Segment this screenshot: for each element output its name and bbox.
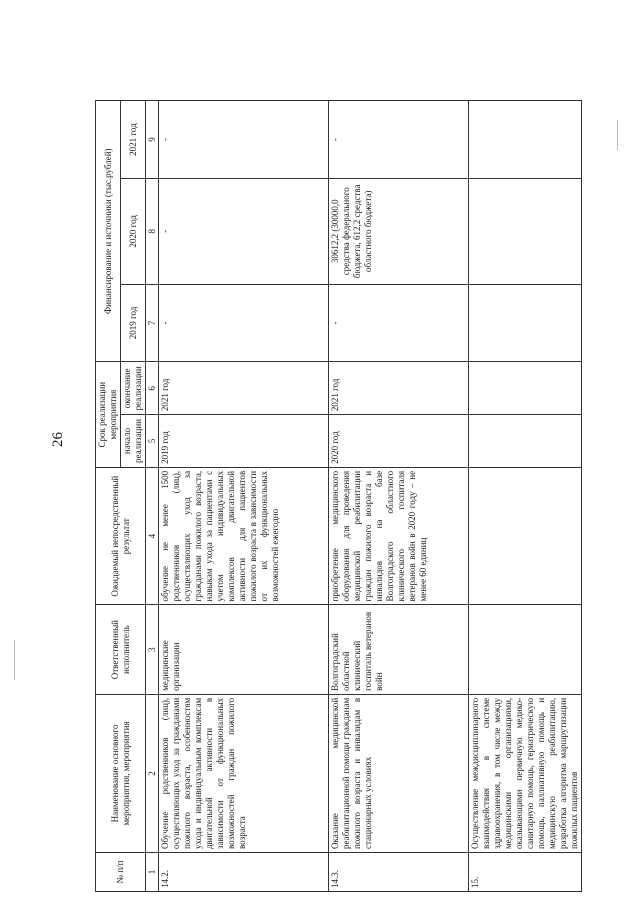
table-row (159, 101, 329, 892)
row-end: 2021 год (159, 362, 329, 415)
header-period-end: окончание реализации (121, 362, 146, 415)
header-result: Ожидаемый непосредственный результат (96, 467, 146, 605)
activities-table (95, 100, 582, 892)
row-end (469, 362, 582, 415)
row-start: 2019 год (159, 415, 329, 468)
column-number: 1 (146, 853, 159, 892)
column-number: 3 (146, 605, 159, 694)
row-num: 15. (469, 853, 582, 892)
column-number: 4 (146, 467, 159, 605)
column-number: 6 (146, 362, 159, 415)
row-name: Осуществление междисциплинарного взаимодействия в системе здравоохранения, в том числе между медицинскими организациями, оказывающими первичную медико-санитарную помощь, гериатрическую помощь, паллиативную помощь и медицинскую реабилитацию, разработка алгоритма маршрутизации пожилых пациентов (469, 694, 582, 852)
row-financing-2019 (469, 284, 582, 362)
row-financing-2019: - (329, 284, 469, 362)
row-name: Обучение родственников (лиц), осуществляющих уход за гражданами пожилого возраста, особенностям ухода и индивидуальным комплексам двигательной активности в зависимости от функциональных возможностей граждан пожилого возраста (159, 694, 329, 852)
header-year-2020: 2020 год (121, 179, 146, 284)
header-executor: Ответственный исполнитель (96, 605, 146, 694)
page-number: 26 (50, 432, 66, 447)
row-end: 2021 год (329, 362, 469, 415)
header-year-2019: 2019 год (121, 284, 146, 362)
row-executor: медицинские организации (159, 605, 329, 694)
scan-margin-line (14, 640, 15, 680)
header-financing: Финансирование и источники (тыс.рублей) (96, 101, 121, 362)
table-row (329, 101, 469, 892)
header-year-2021: 2021 год (121, 101, 146, 179)
column-number: 2 (146, 694, 159, 852)
rotated-table-container (95, 100, 627, 892)
header-period-start: начало реализации (121, 415, 146, 468)
row-result (469, 467, 582, 605)
header-num: № п/п (96, 853, 146, 892)
row-num: 14.3. (329, 853, 469, 892)
row-num: 14.2. (159, 853, 329, 892)
row-start (469, 415, 582, 468)
row-result: обучение не менее 1500 родственников (лиц), осуществляющих уход за гражданами пожилого возраста, навыкам ухода за пациентами с учетом индивидуальных комплексов двигательной активности для пациентов пожилого возраста в зависимости от их функциональных возможностей ежегодно (159, 467, 329, 605)
column-number: 9 (146, 101, 159, 179)
row-financing-2021: - (159, 101, 329, 179)
row-start: 2020 год (329, 415, 469, 468)
column-number: 5 (146, 415, 159, 468)
column-number: 8 (146, 179, 159, 284)
row-name: Оказание медицинской реабилитационной помощи гражданам пожилого возраста и инвалидам в стационарных условиях (329, 694, 469, 852)
header-period: Срок реализации мероприятия (96, 362, 121, 467)
table-row (469, 101, 582, 892)
row-financing-2020: - (159, 179, 329, 284)
row-result: приобретение медицинского оборудования для проведения медицинской реабилитации граждан пожилого возраста и инвалидов на базе Волгоградского областного клинического госпиталя ветеранов войн в 2020 году – не менее 60 единиц (329, 467, 469, 605)
column-number: 7 (146, 284, 159, 362)
row-financing-2021: - (329, 101, 469, 179)
row-executor: Волгоградский областной клинический госпиталь ветеранов войн (329, 605, 469, 694)
row-financing-2019: - (159, 284, 329, 362)
row-financing-2021 (469, 101, 582, 179)
header-name: Наименование основного мероприятия, мероприятия (96, 694, 146, 852)
row-executor (469, 605, 582, 694)
row-financing-2020 (469, 179, 582, 284)
row-financing-2020: 30612,2 (30000,0 средства федерального бюджета, 612,2 средства областного бюджета) (329, 179, 469, 284)
